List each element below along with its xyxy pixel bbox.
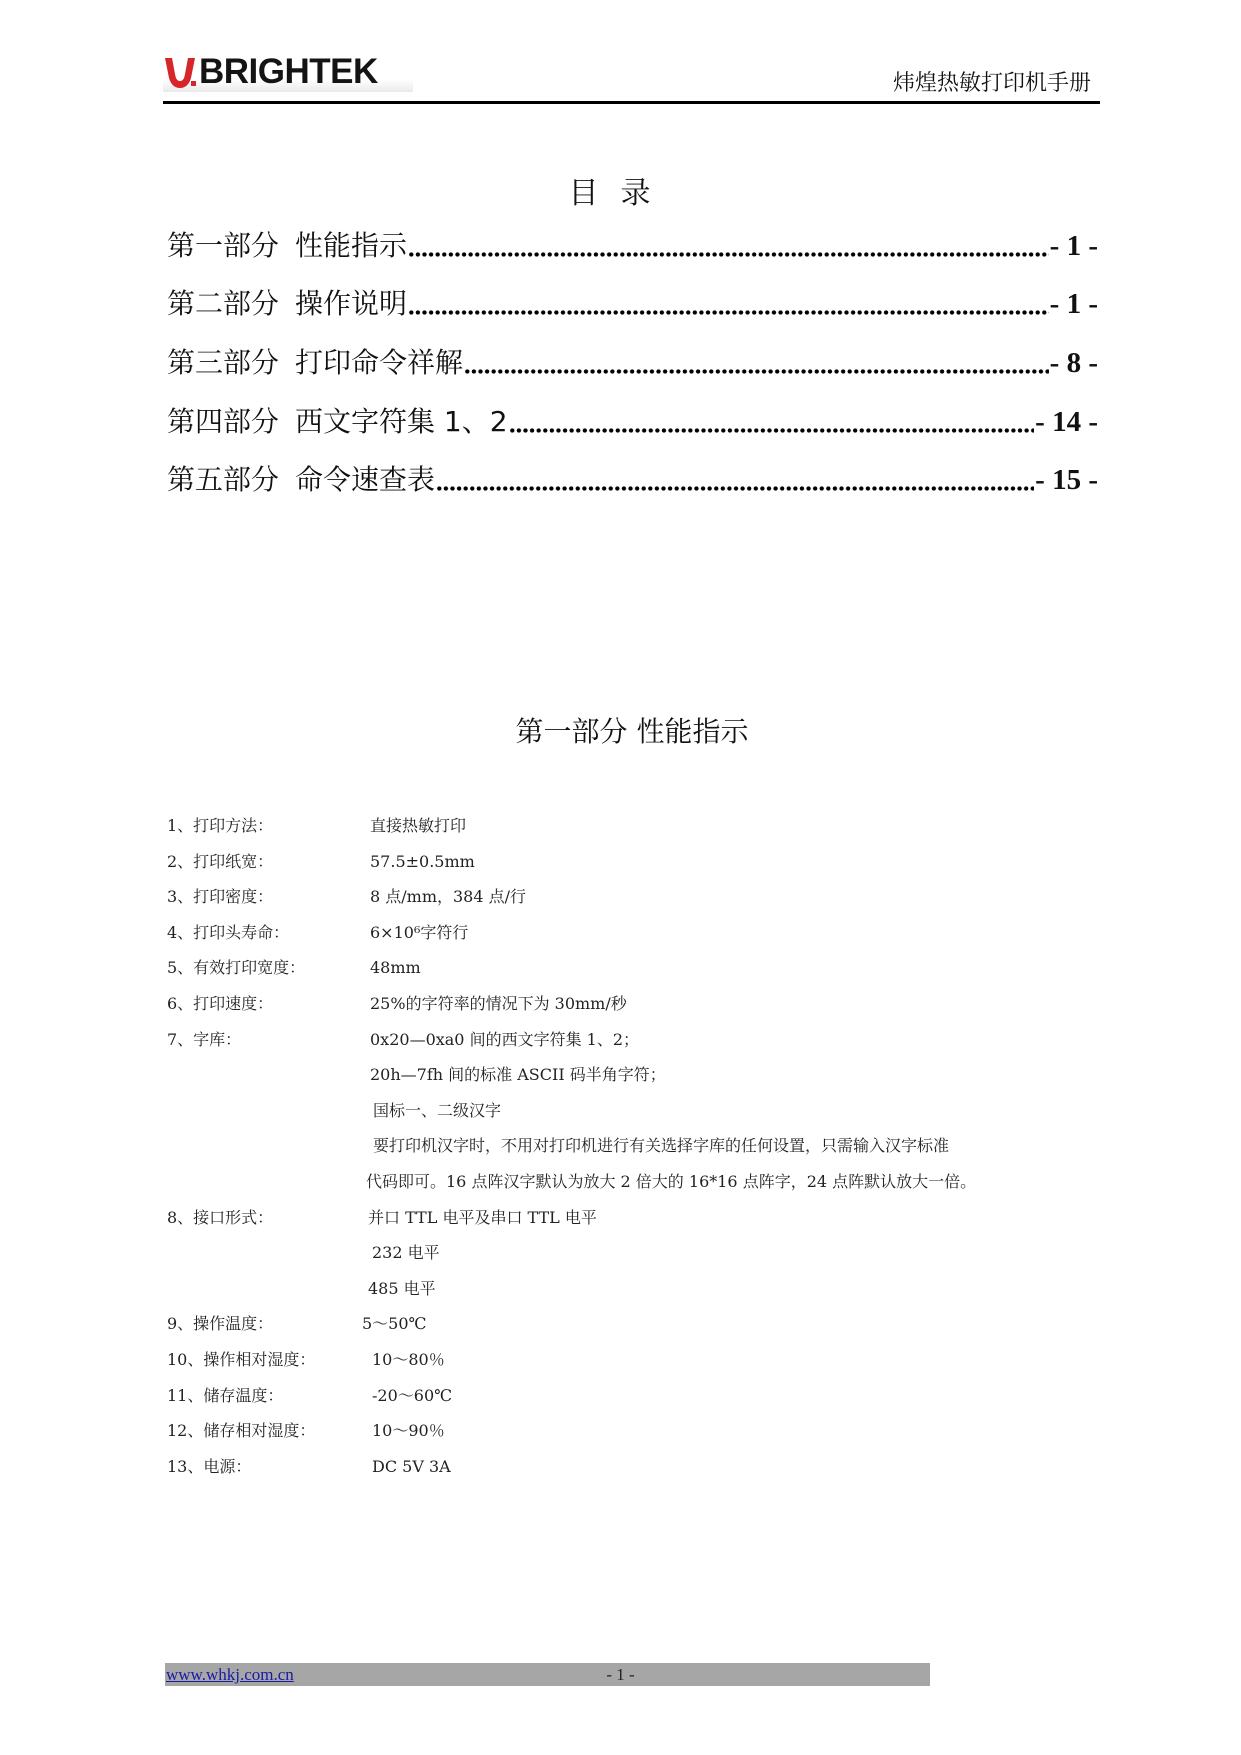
spec-label: 10、操作相对湿度： [167, 1350, 316, 1369]
toc-entry-page: - 14 - [1035, 406, 1098, 438]
toc-entry-title: 命令速查表 [295, 463, 436, 496]
footer-page-number: - 1 - [606, 1665, 635, 1684]
toc-leader-dots [464, 343, 1049, 383]
toc-title: 目录 [568, 176, 673, 211]
spec-value: 要打印机汉字时，不用对打印机进行有关选择字库的任何设置，只需输入汉字标准 [373, 1136, 950, 1156]
spec-value: 0x20—0xa0 间的西文字符集 1、2； [370, 1029, 640, 1049]
toc-entry[interactable] [167, 343, 1098, 383]
toc-leader-dots [408, 284, 1049, 324]
spec-label: 12、储存相对湿度： [167, 1421, 316, 1441]
brightek-logo [163, 52, 413, 92]
section-title: 第一部分 性能指示 [515, 715, 749, 748]
spec-value: 国标一、二级汉字 [373, 1100, 502, 1120]
spec-value: 25%的字符率的情况下为 30mm/秒 [370, 994, 627, 1013]
toc-entry-part: 第二部分 [167, 287, 280, 320]
spec-value: 57.5±0.5mm [370, 851, 475, 871]
spec-value: 48mm [370, 958, 421, 978]
toc-entry-part: 第五部分 [167, 463, 280, 496]
toc-entry-label [167, 460, 435, 500]
spec-label: 1、打印方法： [167, 816, 274, 835]
toc-entry-label [167, 402, 508, 442]
toc-entry[interactable] [167, 460, 1098, 500]
spec-value: 代码即可。16 点阵汉字默认为放大 2 倍大的 16*16 点阵字，24 点阵默认放大一倍。 [366, 1172, 977, 1191]
spec-value: 直接热敏打印 [370, 816, 467, 835]
toc-entry-title: 操作说明 [295, 287, 408, 320]
toc-entry-title: 西文字符集 1、2 [295, 405, 508, 438]
spec-value: 并口 TTL 电平及串口 TTL 电平 [368, 1207, 597, 1227]
spec-label: 7、字库： [167, 1029, 242, 1049]
spec-label: 4、打印头寿命： [167, 922, 290, 942]
spec-value: 5～50℃ [362, 1314, 427, 1334]
spec-label: 6、打印速度： [167, 994, 274, 1013]
spec-label: 8、接口形式： [167, 1207, 274, 1227]
toc-entry-part: 第四部分 [167, 405, 280, 438]
toc-leader-dots [509, 402, 1035, 442]
spec-label: 2、打印纸宽： [167, 851, 274, 871]
toc-entry-page: - 1 - [1049, 288, 1098, 320]
spec-value: 485 电平 [368, 1278, 436, 1298]
logo-text: BRIGHTEK [199, 52, 378, 91]
toc-entry-title: 性能指示 [295, 229, 408, 262]
toc-entry-page: - 8 - [1049, 347, 1098, 379]
spec-value: 10～90％ [372, 1421, 445, 1441]
spec-value: DC 5V 3A [372, 1456, 451, 1476]
spec-value: 6×10⁶字符行 [370, 922, 469, 942]
header-divider [163, 101, 1100, 104]
toc-entry-page: - 1 - [1049, 230, 1098, 262]
toc-entry[interactable] [167, 284, 1098, 324]
spec-value: 20h—7fh 间的标准 ASCII 码半角字符； [370, 1065, 666, 1085]
toc-entry-label [167, 284, 407, 324]
toc-entry-part: 第一部分 [167, 229, 280, 262]
toc-leader-dots [408, 226, 1049, 266]
toc-entry-page: - 15 - [1035, 464, 1098, 496]
toc-entry-part: 第三部分 [167, 346, 280, 379]
spec-label: 3、打印密度： [167, 887, 274, 907]
toc-entry[interactable] [167, 402, 1098, 442]
toc-entry-title: 打印命令祥解 [295, 346, 464, 379]
spec-label: 5、有效打印宽度： [167, 958, 306, 978]
spec-value: 8 点/mm，384 点/行 [370, 887, 527, 907]
header-title: 炜煌热敏打印机手册 [892, 71, 1091, 96]
footer-website-link[interactable]: www.whkj.com.cn [166, 1665, 294, 1684]
spec-label: 11、储存温度： [167, 1385, 284, 1405]
spec-value: -20～60℃ [372, 1385, 453, 1405]
toc-entry-label [167, 226, 407, 266]
spec-label: 13、电源： [167, 1456, 252, 1476]
spec-value: 10～80％ [372, 1350, 445, 1369]
spec-label: 9、操作温度： [167, 1314, 274, 1334]
spec-value: 232 电平 [372, 1243, 440, 1263]
toc-entry-label [167, 343, 463, 383]
toc-leader-dots [436, 460, 1034, 500]
brightek-w-mark-icon [163, 54, 197, 90]
toc-entry[interactable] [167, 226, 1098, 266]
